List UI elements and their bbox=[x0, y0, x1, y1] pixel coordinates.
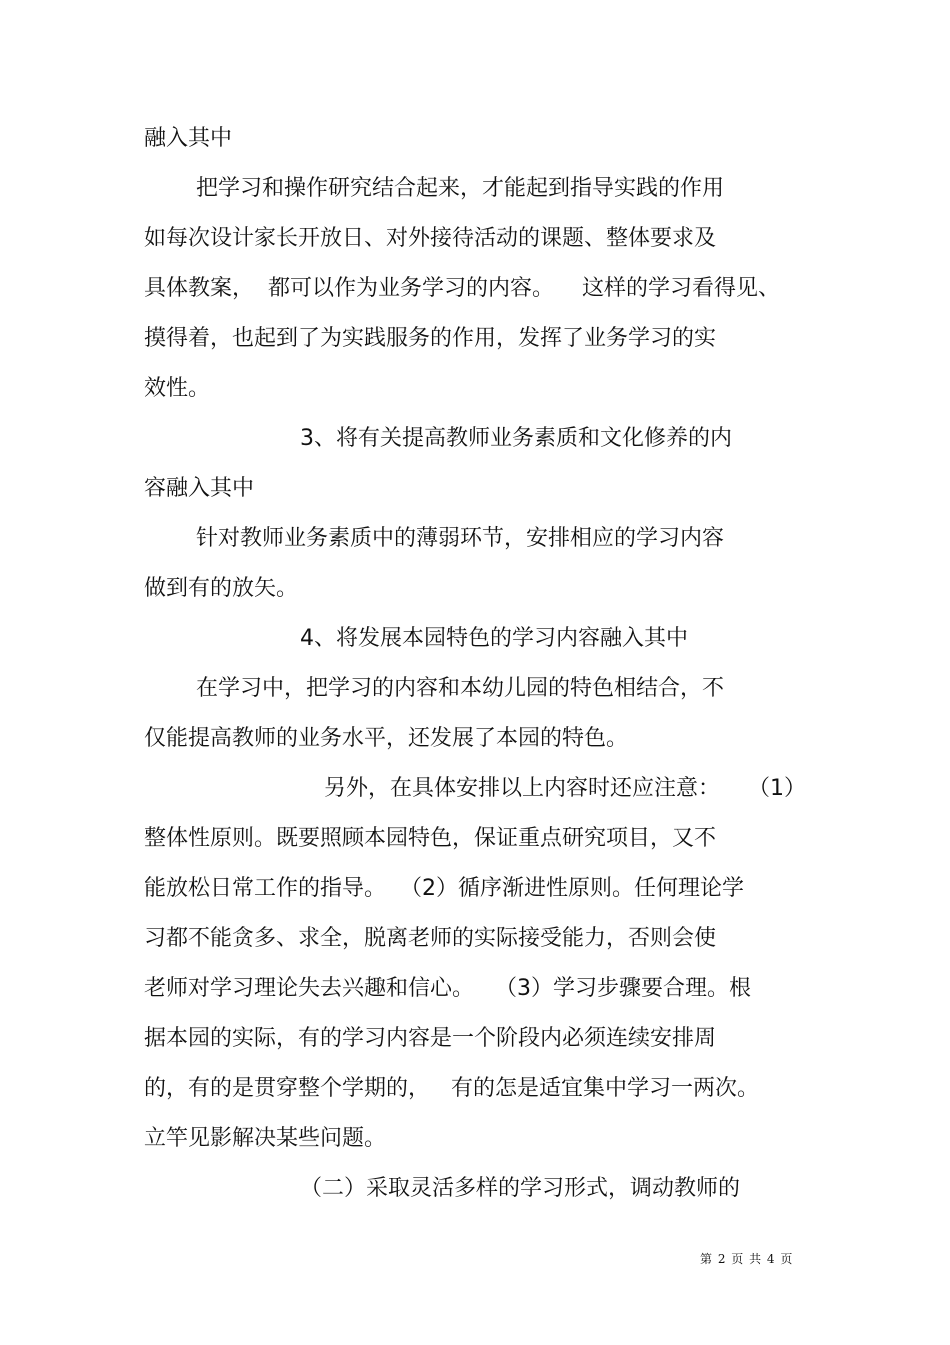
text-line: 老师对学习理论失去兴趣和信心。 （3）学习步骤要合理。根 bbox=[144, 976, 751, 1001]
text-line: 仅能提高教师的业务水平，还发展了本园的特色。 bbox=[144, 726, 629, 751]
text-line: 在学习中，把学习的内容和本幼儿园的特色相结合，不 bbox=[196, 676, 725, 701]
section-heading: （二）采取灵活多样的学习形式，调动教师的 bbox=[300, 1176, 741, 1201]
text-line: 另外，在具体安排以上内容时还应注意： （1） bbox=[324, 776, 806, 801]
text-line: 摸得着，也起到了为实践服务的作用，发挥了业务学习的实 bbox=[144, 326, 717, 351]
text-line: 做到有的放矢。 bbox=[144, 576, 299, 601]
text-line: 效性。 bbox=[144, 376, 211, 401]
section-heading: 3、将有关提高教师业务素质和文化修养的内 bbox=[300, 426, 732, 451]
text-line: 立竿见影解决某些问题。 bbox=[144, 1126, 387, 1151]
text-line: 具体教案， 都可以作为业务学习的内容。 这样的学习看得见、 bbox=[144, 276, 780, 301]
text-line: 把学习和操作研究结合起来，才能起到指导实践的作用 bbox=[196, 176, 725, 201]
text-line: 据本园的实际，有的学习内容是一个阶段内必须连续安排周 bbox=[144, 1026, 717, 1051]
text-line: 整体性原则。既要照顾本园特色，保证重点研究项目，又不 bbox=[144, 826, 717, 851]
text-line: 能放松日常工作的指导。 （2）循序渐进性原则。任何理论学 bbox=[144, 876, 744, 901]
text-line: 如每次设计家长开放日、对外接待活动的课题、整体要求及 bbox=[144, 226, 717, 251]
text-line: 习都不能贪多、求全，脱离老师的实际接受能力，否则会使 bbox=[144, 926, 717, 951]
text-line: 容融入其中 bbox=[144, 476, 255, 501]
text-line: 针对教师业务素质中的薄弱环节，安排相应的学习内容 bbox=[196, 526, 725, 551]
text-line: 融入其中 bbox=[144, 126, 233, 151]
page-footer: 第 2 页 共 4 页 bbox=[700, 1252, 794, 1266]
text-line: 的，有的是贯穿整个学期的， 有的怎是适宜集中学习一两次。 bbox=[144, 1076, 759, 1101]
section-heading: 4、将发展本园特色的学习内容融入其中 bbox=[300, 626, 688, 651]
